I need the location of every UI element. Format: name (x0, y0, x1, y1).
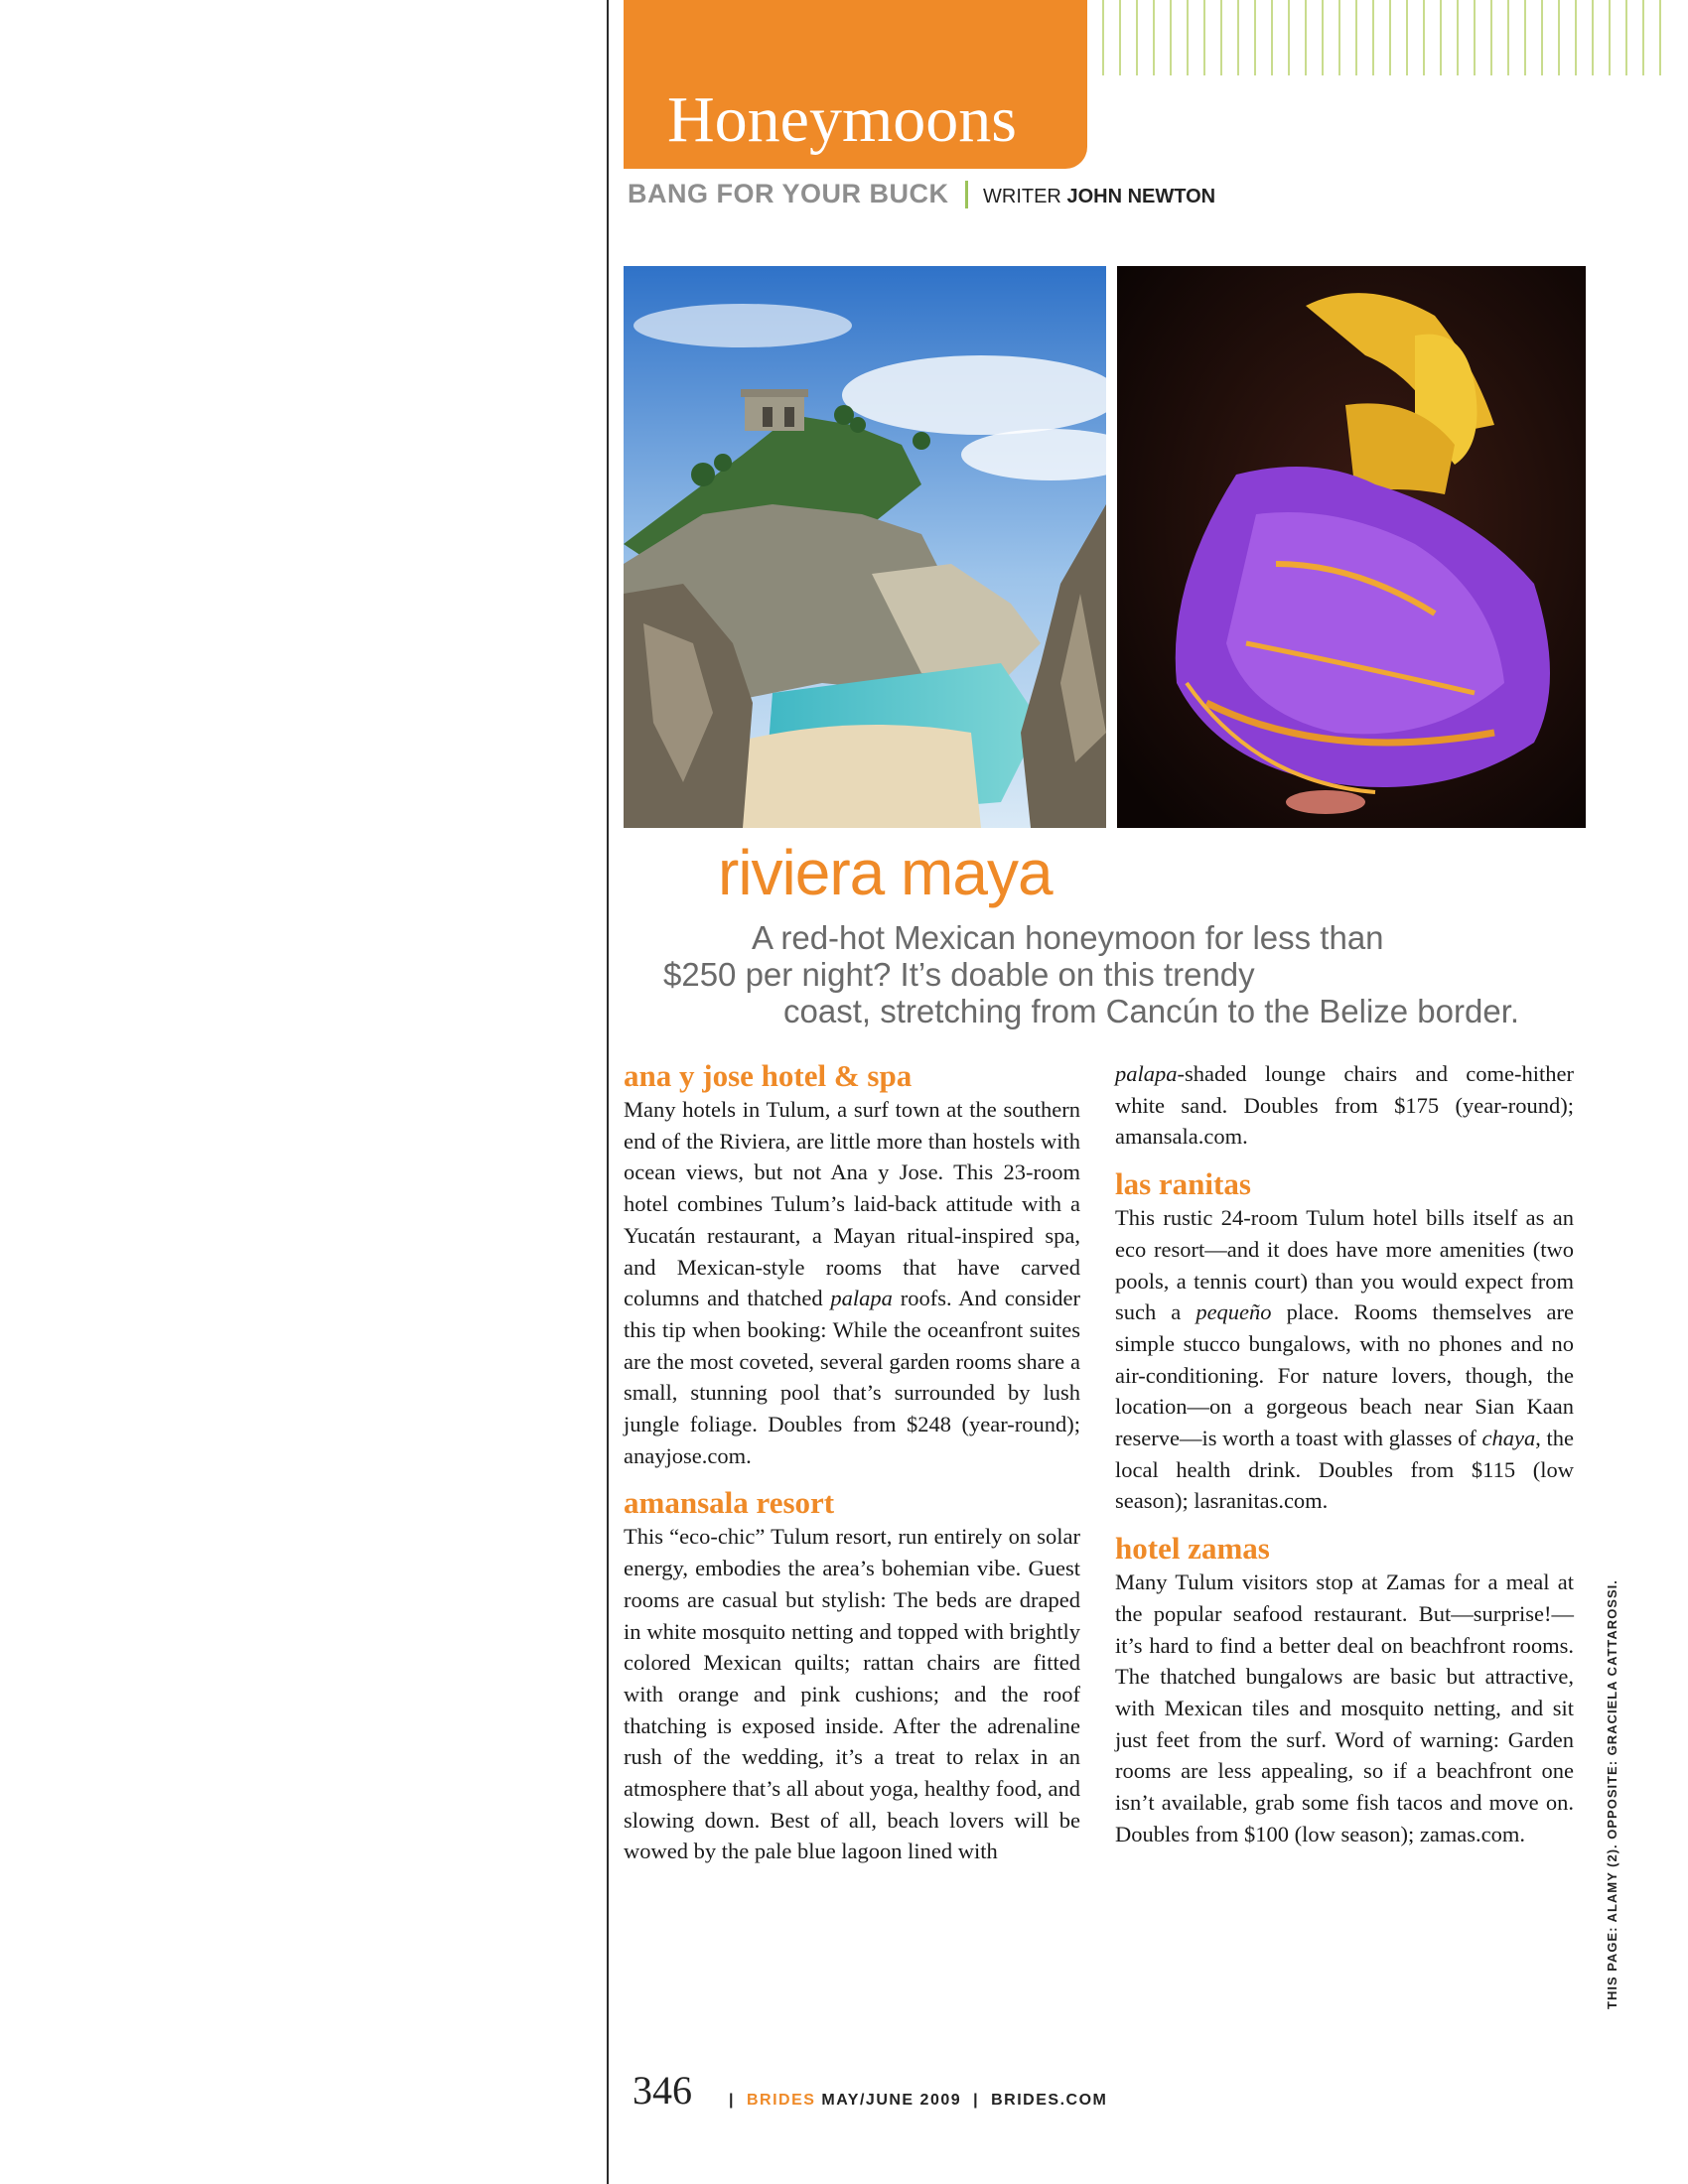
writer-prefix: WRITER (983, 186, 1061, 207)
footer-issue: MAY/JUNE 2009 (821, 2092, 962, 2109)
dek-line-1: A red-hot Mexican honeymoon for less than (752, 919, 1384, 956)
body-paragraph: palapa-shaded lounge chairs and come-hither white sand. Doubles from $175 (year-round); amansala.com. (1115, 1061, 1574, 1150)
body-paragraph: Many hotels in Tulum, a surf town at the southern end of the Riviera, are little more than hostels with ocean views, but not Ana y Jose. This 23-room hotel combines Tulum’s laid-back attitude with a Yucatán restaurant, a Mayan ritual-inspired spa, and Mexican-style rooms that have carved columns and thatched palapa roofs. And consider this tip when booking: While the oceanfront suites are the most coveted, several garden rooms share a small, stunning pool that’s surrounded by lush jungle foliage. Doubles from $248 (year-round); anayjose.com. (624, 1097, 1080, 1468)
body-paragraph: This rustic 24-room Tulum hotel bills itself as an eco resort—and it does have more amenities (two pools, a tennis court) than you would expect from such a pequeño place. Rooms themselves are simple stucco bungalows, with no phones and no air-conditioning. For nature lovers, though, the location—on a gorgeous beach near Sian Kaan reserve—is worth a toast with glasses of chaya, the local health drink. Doubles from $115 (low season); lasranitas.com. (1115, 1205, 1574, 1514)
footer-site: BRIDES.COM (991, 2092, 1108, 2109)
paragraph-gap (1115, 1517, 1574, 1531)
article-column-1 (624, 1058, 1080, 1867)
body-paragraph: Many Tulum visitors stop at Zamas for a meal at the popular seafood restaurant. But—surprise!—it’s hard to find a better deal on beachfront rooms. The thatched bungalows are basic but attractive, with Mexican tiles and mosquito netting, and sit just feet from the surf. Word of warning: Garden rooms are less appealing, so if a beachfront one isn’t available, grab some fish tacos and move on. Doubles from $100 (low season); zamas.com. (1115, 1570, 1574, 1846)
footer-line (717, 2092, 1107, 2110)
paragraph-gap (624, 1471, 1080, 1485)
paragraph-gap (1115, 1153, 1574, 1166)
dek-line-2: $250 per night? It’s doable on this trendy (663, 956, 1255, 993)
writer-credit (983, 186, 1215, 208)
footer-separator: | (973, 2092, 980, 2109)
decorative-stripes (1102, 0, 1670, 75)
writer-name: JOHN NEWTON (1066, 186, 1216, 207)
footer-separator: | (729, 2092, 735, 2109)
hotel-subhead: ana y jose hotel & spa (624, 1058, 913, 1093)
footer-brand: BRIDES (746, 2092, 816, 2109)
photo-dancer (1117, 266, 1586, 828)
margin-rule (607, 0, 609, 2184)
article-headline: riviera maya (718, 837, 1053, 908)
section-title: Honeymoons (667, 83, 1017, 156)
article-column-2 (1115, 1058, 1574, 1849)
photo-credit: THIS PAGE: ALAMY (2). OPPOSITE: GRACIELA CATTAROSSI. (1605, 1579, 1619, 2009)
hotel-subhead: hotel zamas (1115, 1531, 1270, 1567)
hotel-subhead: las ranitas (1115, 1166, 1251, 1202)
kicker-label: BANG FOR YOUR BUCK (628, 179, 949, 208)
photo-tulum-ruins (624, 266, 1106, 828)
dek-line-3: coast, stretching from Cancún to the Belize border. (783, 993, 1520, 1029)
kicker-divider (965, 181, 968, 208)
body-paragraph: This “eco-chic” Tulum resort, run entirely on solar energy, embodies the area’s bohemian vibe. Guest rooms are casual but stylish: The beds are draped in white mosquito netting and topped with brightly colored Mexican quilts; rattan chairs are fitted with orange and pink cushions; and the roof thatching is exposed inside. After the adrenaline rush of the wedding, it’s a treat to relax in an atmosphere that’s all about yoga, healthy food, and slowing down. Best of all, beach lovers will be wowed by the pale blue lagoon lined with (624, 1524, 1080, 1864)
hotel-subhead: amansala resort (624, 1485, 835, 1521)
page-number: 346 (633, 2068, 692, 2113)
